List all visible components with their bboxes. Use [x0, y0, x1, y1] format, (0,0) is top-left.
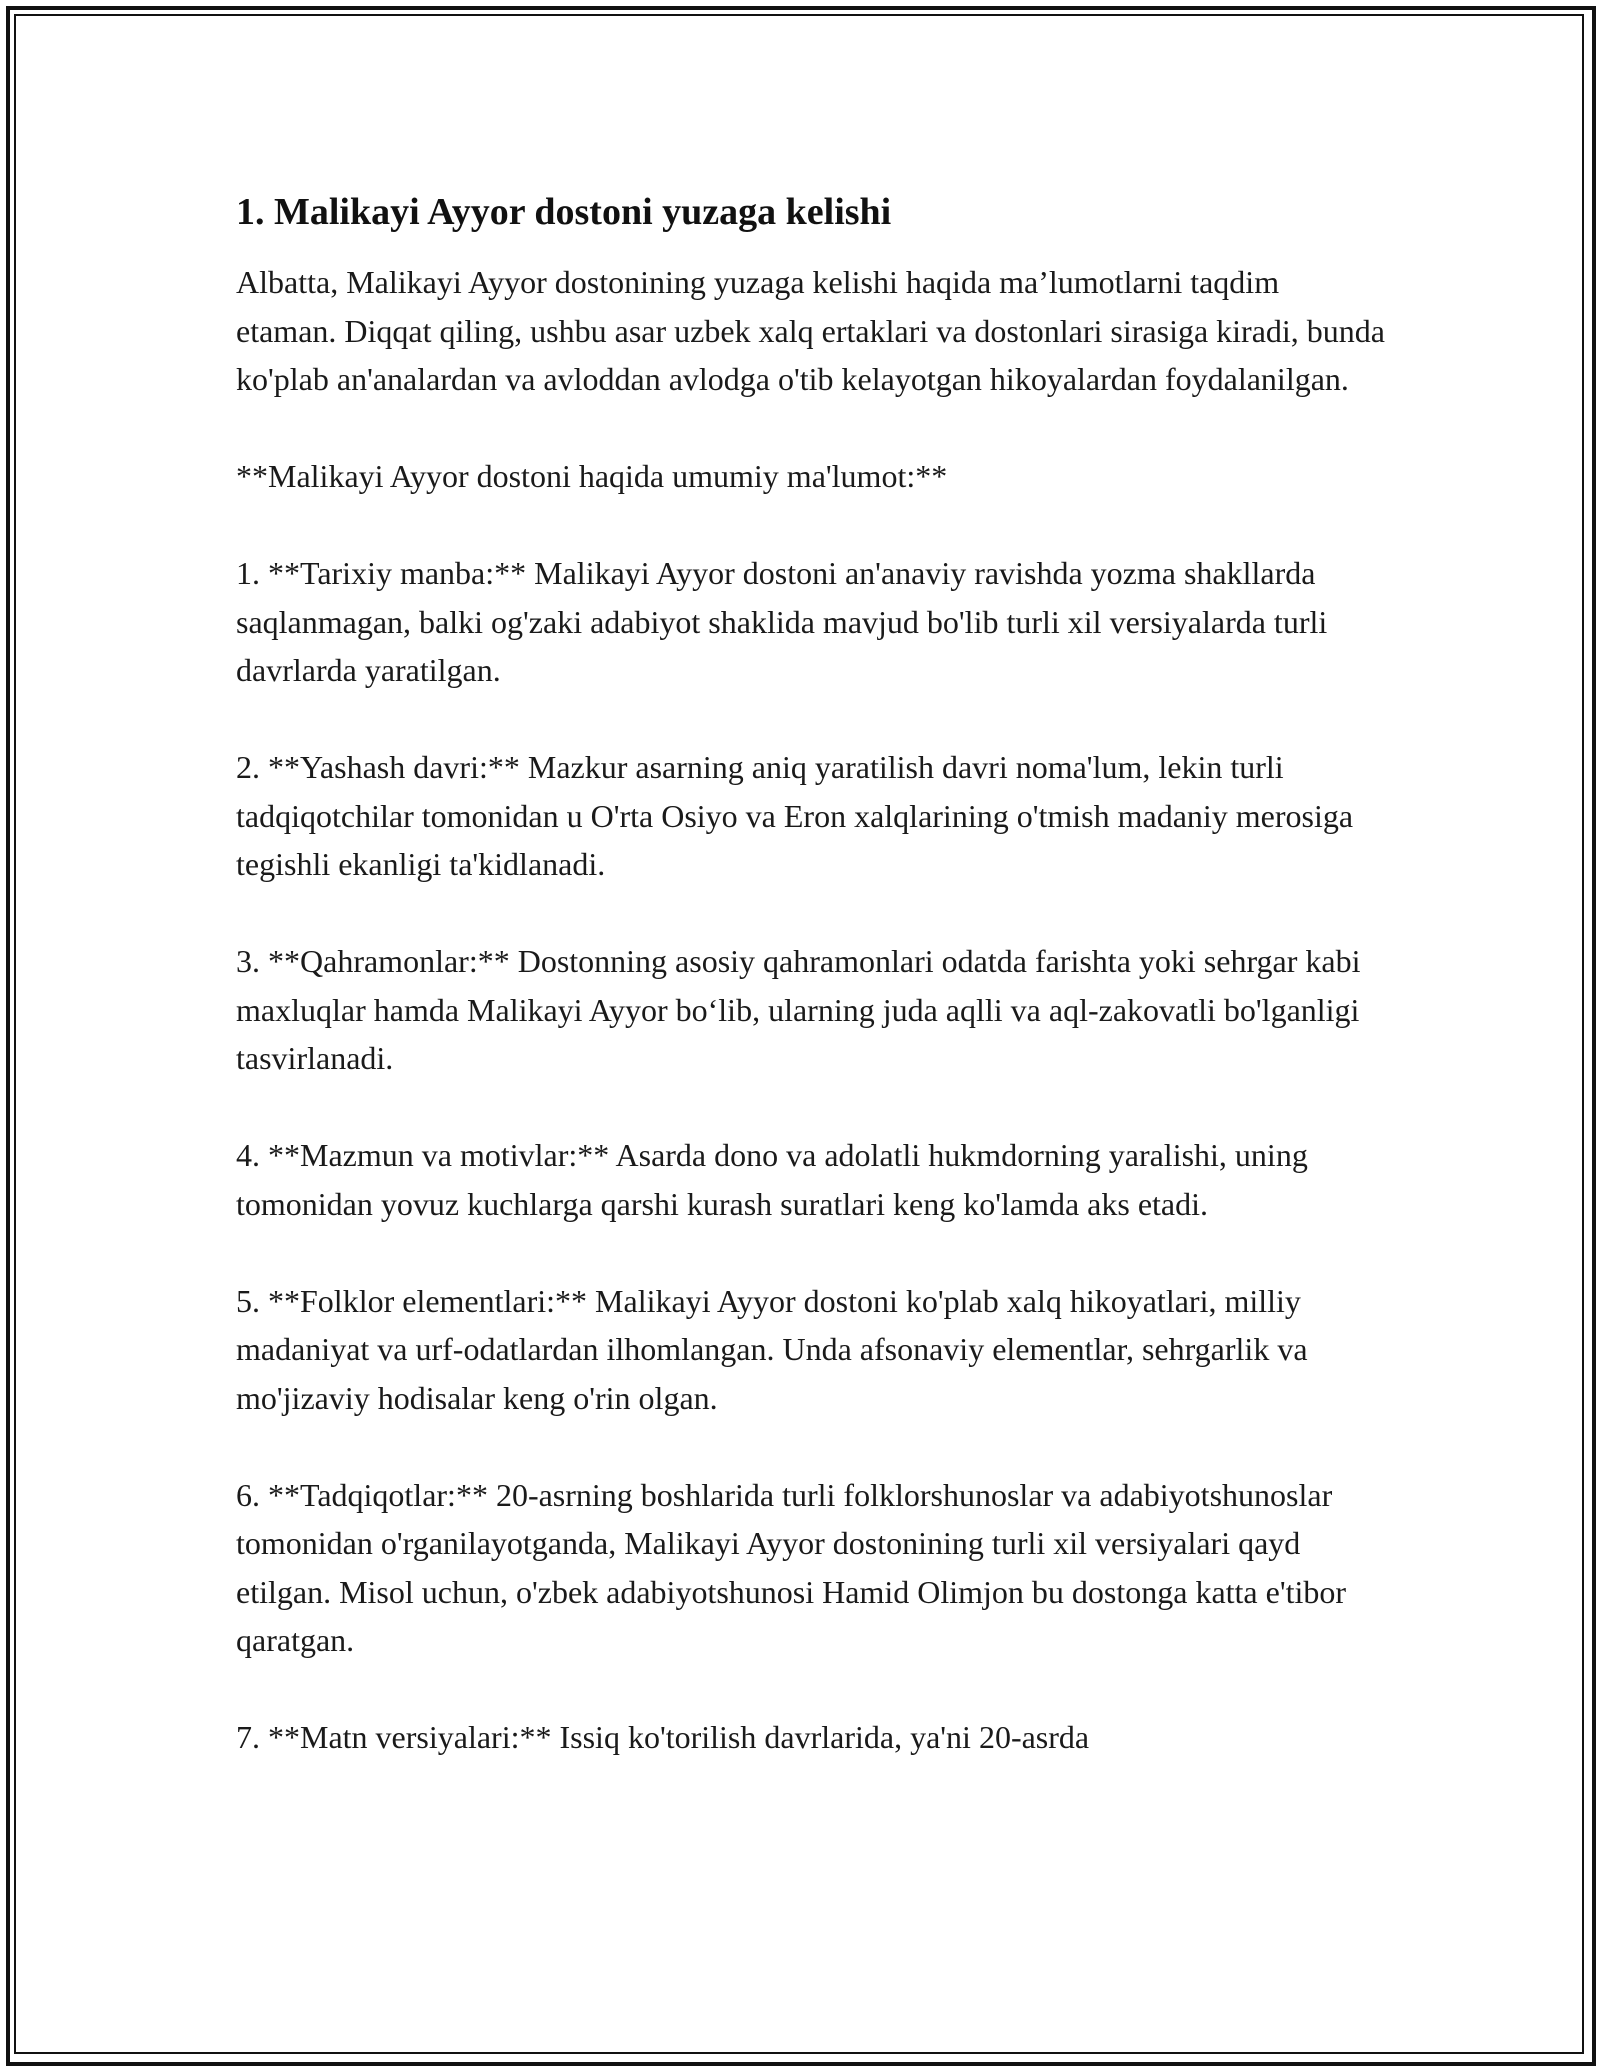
paragraph-item-6: 6. **Tadqiqotlar:** 20-asrning boshlarida turli folklorshunoslar va adabiyotshunoslar tomonidan o'rganilayotganda, Malikayi Ayyor dostonining turli xil versiyalari qayd etilgan. Misol uchun, o'zbek adabiyotshunosi Hamid Olimjon bu dostonga katta e'tibor qaratgan.: [236, 1476, 1347, 1658]
paragraph-intro: Albatta, Malikayi Ayyor dostonining yuzaga kelishi haqida ma’lumotlarni taqdim etaman. Diqqat qiling, ushbu asar uzbek xalq ertaklari va dostonlari sirasiga kiradi, bunda ko'plab an'analardan va avloddan avlodga o'tib kelayotgan hikoyalardan foydalanilgan.: [236, 264, 1385, 397]
paragraph-item-5: 5. **Folklor elementlari:** Malikayi Ayyor dostoni ko'plab xalq hikoyatlari, milliy madaniyat va urf-odatlardan ilhomlangan. Unda afsonaviy elementlar, sehrgarlik va mo'jizaviy hodisalar keng o'rin olgan.: [236, 1282, 1308, 1416]
paragraph-item-7: 7. **Matn versiyalari:** Issiq ko'torilish davrlarida, ya'ni 20-asrda: [236, 1719, 1090, 1755]
paragraph-item-2: 2. **Yashash davri:** Mazkur asarning aniq yaratilish davri noma'lum, lekin turli tadqiqotchilar tomonidan u O'rta Osiyo va Eron xalqlarining o'tmish madaniy merosiga tegishli ekanligi ta'kidlanadi.: [236, 749, 1354, 882]
document-title: 1. Malikayi Ayyor dostoni yuzaga kelishi: [236, 191, 892, 233]
document-body: [236, 186, 1386, 1762]
paragraph-item-4: 4. **Mazmun va motivlar:** Asarda dono va adolatli hukmdorning yaralishi, uning tomonidan yovuz kuchlarga qarshi kurash suratlari keng ko'lamda aks etadi.: [236, 1137, 1308, 1222]
paragraph-item-1: 1. **Tarixiy manba:** Malikayi Ayyor dostoni an'anaviy ravishda yozma shakllarda saqlanmagan, balki og'zaki adabiyot shaklida mavjud bo'lib turli xil versiyalarda turli davrlarda yaratilgan.: [236, 555, 1328, 688]
paragraph-overview-heading: **Malikayi Ayyor dostoni haqida umumiy ma'lumot:**: [236, 458, 948, 494]
paragraph-item-3: 3. **Qahramonlar:** Dostonning asosiy qahramonlari odatda farishta yoki sehrgar kabi maxluqlar hamda Malikayi Ayyor bo‘lib, ularning juda aqlli va aql-zakovatli bo'lganligi tasvirlanadi.: [236, 943, 1361, 1076]
